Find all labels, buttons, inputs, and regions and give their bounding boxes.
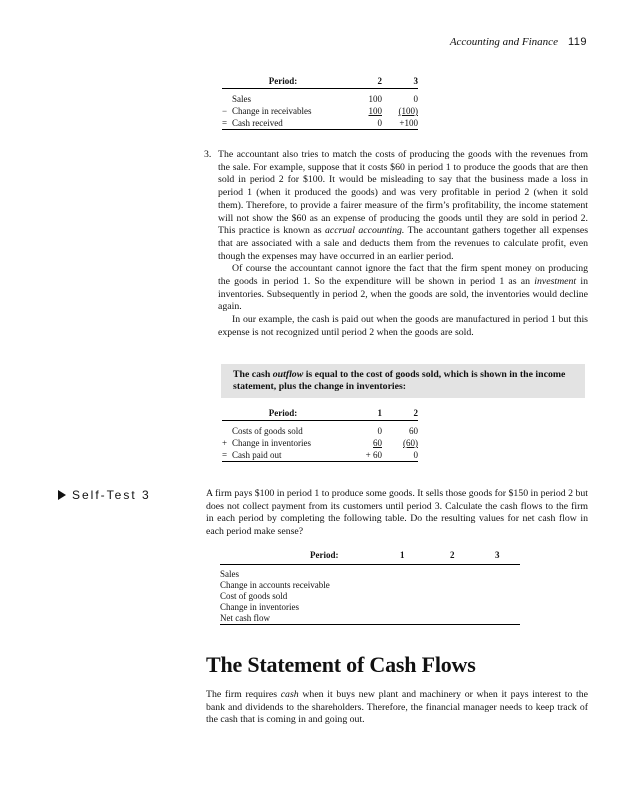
book-title: Accounting and Finance: [449, 36, 558, 48]
table-row: Sales: [220, 569, 239, 579]
cell-value: 0: [377, 426, 382, 436]
table-row: Cost of goods sold: [220, 591, 288, 601]
row-operator: =: [222, 117, 232, 130]
row-label: Change in inventories: [232, 438, 311, 448]
cell-value: 0: [382, 449, 418, 462]
cell-value: +100: [382, 117, 418, 130]
row-operator: =: [222, 449, 232, 462]
cell-value: 100: [368, 106, 382, 116]
key-term: investment: [534, 276, 577, 288]
paragraph: Of course the accountant cannot ignore the fact that the firm spent money on producing the goods in period 1. So the expenditure will be shown in period 1 as an investment in inventories. Subsequently in period 2, when the goods are sold, the inventories would decline again.: [218, 263, 588, 313]
table-row: [222, 105, 418, 117]
column-header: 2: [382, 408, 418, 421]
self-test-table: [220, 550, 520, 625]
row-label: Cash paid out: [232, 449, 344, 462]
table-header-row: [222, 76, 418, 89]
item-number: 3.: [204, 149, 212, 160]
self-test-text: A firm pays $100 in period 1 to produce some goods. It sells those goods for $150 in period 2 but does not collect payment from its customers until period 3. Calculate the cash flows to the firm in each period by completing the following table. Do the resulting values for net cash flow in each period make sense?: [206, 488, 588, 537]
column-header: 2: [450, 550, 455, 560]
column-header: 3: [495, 550, 500, 560]
column-header: Period:: [222, 76, 344, 89]
column-header: Period:: [310, 550, 339, 560]
column-header: Period:: [222, 408, 344, 421]
row-label: Change in receivables: [232, 106, 312, 116]
cell-value: 100: [368, 94, 382, 104]
self-test-label: Self-Test 3: [58, 488, 151, 502]
section-paragraph: The firm requires cash when it buys new plant and machinery or when it pays interest to the bank and dividends to the shareholders. Therefore, the financial manager needs to keep track of the cash that is coming in and going out.: [206, 689, 588, 726]
paragraph: In our example, the cash is paid out when the goods are manufactured in period 1 but this expense is not recognized until period 2 when the goods are sold.: [218, 314, 588, 338]
row-label: Cash received: [232, 117, 344, 130]
column-header: 1: [400, 550, 405, 560]
cell-value: + 60: [344, 449, 382, 462]
triangle-marker-icon: [58, 490, 66, 500]
table-row: Net cash flow: [220, 613, 520, 625]
table-row: Change in accounts receivable: [220, 580, 330, 590]
table-row: [222, 93, 418, 105]
column-header: 1: [344, 408, 382, 421]
column-header: 2: [344, 76, 382, 89]
receivables-table: [222, 76, 418, 130]
table-header-row: [220, 550, 520, 565]
cell-value: (60): [403, 438, 418, 448]
cell-value: 0: [344, 117, 382, 130]
table-row: [222, 437, 418, 449]
key-term: outflow: [272, 369, 304, 380]
table-row: [222, 117, 418, 130]
table-row: [222, 449, 418, 462]
page-number: 119: [567, 36, 587, 48]
row-operator: +: [222, 438, 228, 448]
column-header: 3: [382, 76, 418, 89]
row-label: Costs of goods sold: [232, 426, 303, 436]
row-operator: [222, 425, 232, 437]
cell-value: 60: [373, 438, 382, 448]
row-operator: [222, 93, 232, 105]
running-header: [450, 36, 587, 48]
table-row: [222, 425, 418, 437]
section-heading: The Statement of Cash Flows: [206, 652, 476, 677]
table-row: Change in inventories: [220, 602, 299, 612]
row-operator: −: [222, 106, 228, 116]
table-header-row: [222, 408, 418, 421]
key-point-callout: The cash outflow is equal to the cost of goods sold, which is shown in the income statement, plus the change in inventories:: [221, 364, 585, 398]
key-term: cash: [280, 689, 299, 700]
cell-value: 60: [409, 426, 418, 436]
key-term: accrual accounting.: [324, 225, 405, 237]
cell-value: (100): [398, 106, 418, 116]
numbered-item-3: [204, 149, 588, 340]
inventories-table: [222, 408, 418, 462]
row-label: Sales: [232, 94, 251, 104]
cell-value: 0: [413, 94, 418, 104]
paragraph: The accountant also tries to match the costs of producing the goods with the revenues from the sale. For example, suppose that it costs $60 in period 1 to produce the goods that are then sold in period 2 for $100. It would be misleading to say that the business made a loss in period 1 (when it produced the goods) and was very profitable in period 2 (when it sold them). Therefore, to provide a fairer measure of the firm’s profitability, the income statement will not show the $60 as an expense of producing the goods until they are sold in period 2. This practice is known as accrual accounting. The accountant gathers together all expenses that are associated with a sale and deducts them from the revenues to calculate profit, even though the expenses may have occurred in an earlier period.: [218, 149, 589, 262]
